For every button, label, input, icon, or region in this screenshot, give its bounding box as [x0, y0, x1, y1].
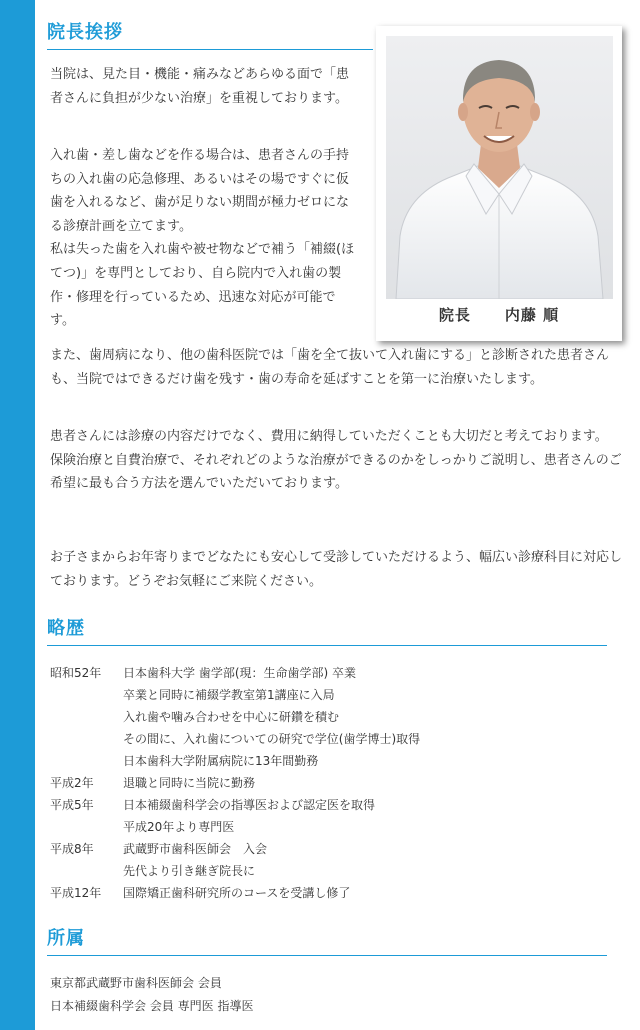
career-year	[50, 860, 123, 882]
career-text: 先代より引き継ぎ院長に	[123, 864, 256, 878]
career-year	[50, 728, 123, 750]
career-year: 平成8年	[50, 842, 94, 856]
career-row	[50, 684, 420, 706]
career-year: 平成2年	[50, 776, 94, 790]
career-row	[50, 750, 420, 772]
career-year: 平成5年	[50, 798, 94, 812]
career-year	[50, 684, 123, 706]
career-year	[50, 706, 123, 728]
doctor-name: 内藤 順	[504, 306, 560, 324]
career-year	[50, 816, 123, 838]
affiliation-list	[50, 972, 253, 1018]
career-row	[50, 816, 420, 838]
career-text: 卒業と同時に補綴学教室第1講座に入局	[123, 688, 335, 702]
career-text: 国際矯正歯科研究所のコースを受講し修了	[123, 886, 351, 900]
greeting-paragraph-3: また、歯周病になり、他の歯科医院では「歯を全て抜いて入れ歯にする」と診断された患者さんも、当院ではできるだけ歯を残す・歯の寿命を延ばすことを第一に治療いたします。	[50, 348, 610, 387]
doctor-photo-card	[376, 26, 622, 341]
doctor-portrait-illustration	[386, 36, 613, 299]
doctor-caption	[376, 304, 622, 325]
career-list	[50, 662, 420, 904]
greeting-paragraph-1: 当院は、見た目・機能・痛みなどあらゆる面で「患者さんに負担が少ない治療」を重視しております。	[50, 67, 350, 106]
career-text: 日本補綴歯科学会の指導医および認定医を取得	[123, 798, 376, 812]
career-year	[50, 750, 123, 772]
career-row	[50, 706, 420, 728]
career-row	[50, 882, 420, 904]
career-row	[50, 772, 420, 794]
career-text: 入れ歯や噛み合わせを中心に研鑽を積む	[123, 710, 340, 724]
left-accent-bar	[0, 0, 35, 1030]
doctor-role: 院長	[438, 306, 471, 324]
affiliation-heading: 所属	[47, 927, 607, 956]
doctor-portrait-image	[386, 36, 613, 299]
greeting-heading: 院長挨拶	[47, 21, 373, 50]
career-row	[50, 860, 420, 882]
greeting-paragraph-4: 患者さんには診療の内容だけでなく、費用に納得していただくことも大切だと考えております。 保険治療と自費治療で、それぞれどのような治療ができるのかをしっかりご説明し、患者さんのご希望に最も合う方法を選んでいただいております。	[50, 429, 622, 492]
greeting-paragraph-5: お子さまからお年寄りまでどなたにも安心して受診していただけるよう、幅広い診療科目に対応しております。どうぞお気軽にご来院ください。	[50, 550, 623, 589]
career-text: 武蔵野市歯科医師会 入会	[123, 842, 268, 856]
career-year: 平成12年	[50, 886, 102, 900]
career-heading: 略歴	[47, 617, 607, 646]
career-text: 平成20年より専門医	[123, 820, 235, 834]
career-row	[50, 838, 420, 860]
greeting-paragraph-2: 入れ歯・差し歯などを作る場合は、患者さんの手持ちの入れ歯の応急修理、あるいはその場ですぐに仮歯を入れるなど、歯が足りない期間が極力ゼロになる診療計画を立てます。 私は失った歯を入れ歯や被せ物などで補う「補綴(ほてつ)」を専門としており、自ら院内で入れ歯の製作・修理を行っているため、迅速な対応が可能です。	[50, 148, 355, 329]
career-year: 昭和52年	[50, 666, 102, 680]
career-row	[50, 662, 420, 684]
career-text: 日本歯科大学 歯学部(現：生命歯学部) 卒業	[123, 666, 356, 680]
affiliation-item: 東京都武蔵野市歯科医師会 会員	[50, 976, 222, 990]
career-text: その間に、入れ歯についての研究で学位(歯学博士)取得	[123, 732, 421, 746]
career-text: 日本歯科大学附属病院に13年間勤務	[123, 754, 319, 768]
affiliation-item: 日本補綴歯科学会 会員 専門医 指導医	[50, 999, 254, 1013]
career-row	[50, 794, 420, 816]
career-row	[50, 728, 420, 750]
career-text: 退職と同時に当院に勤務	[123, 776, 256, 790]
